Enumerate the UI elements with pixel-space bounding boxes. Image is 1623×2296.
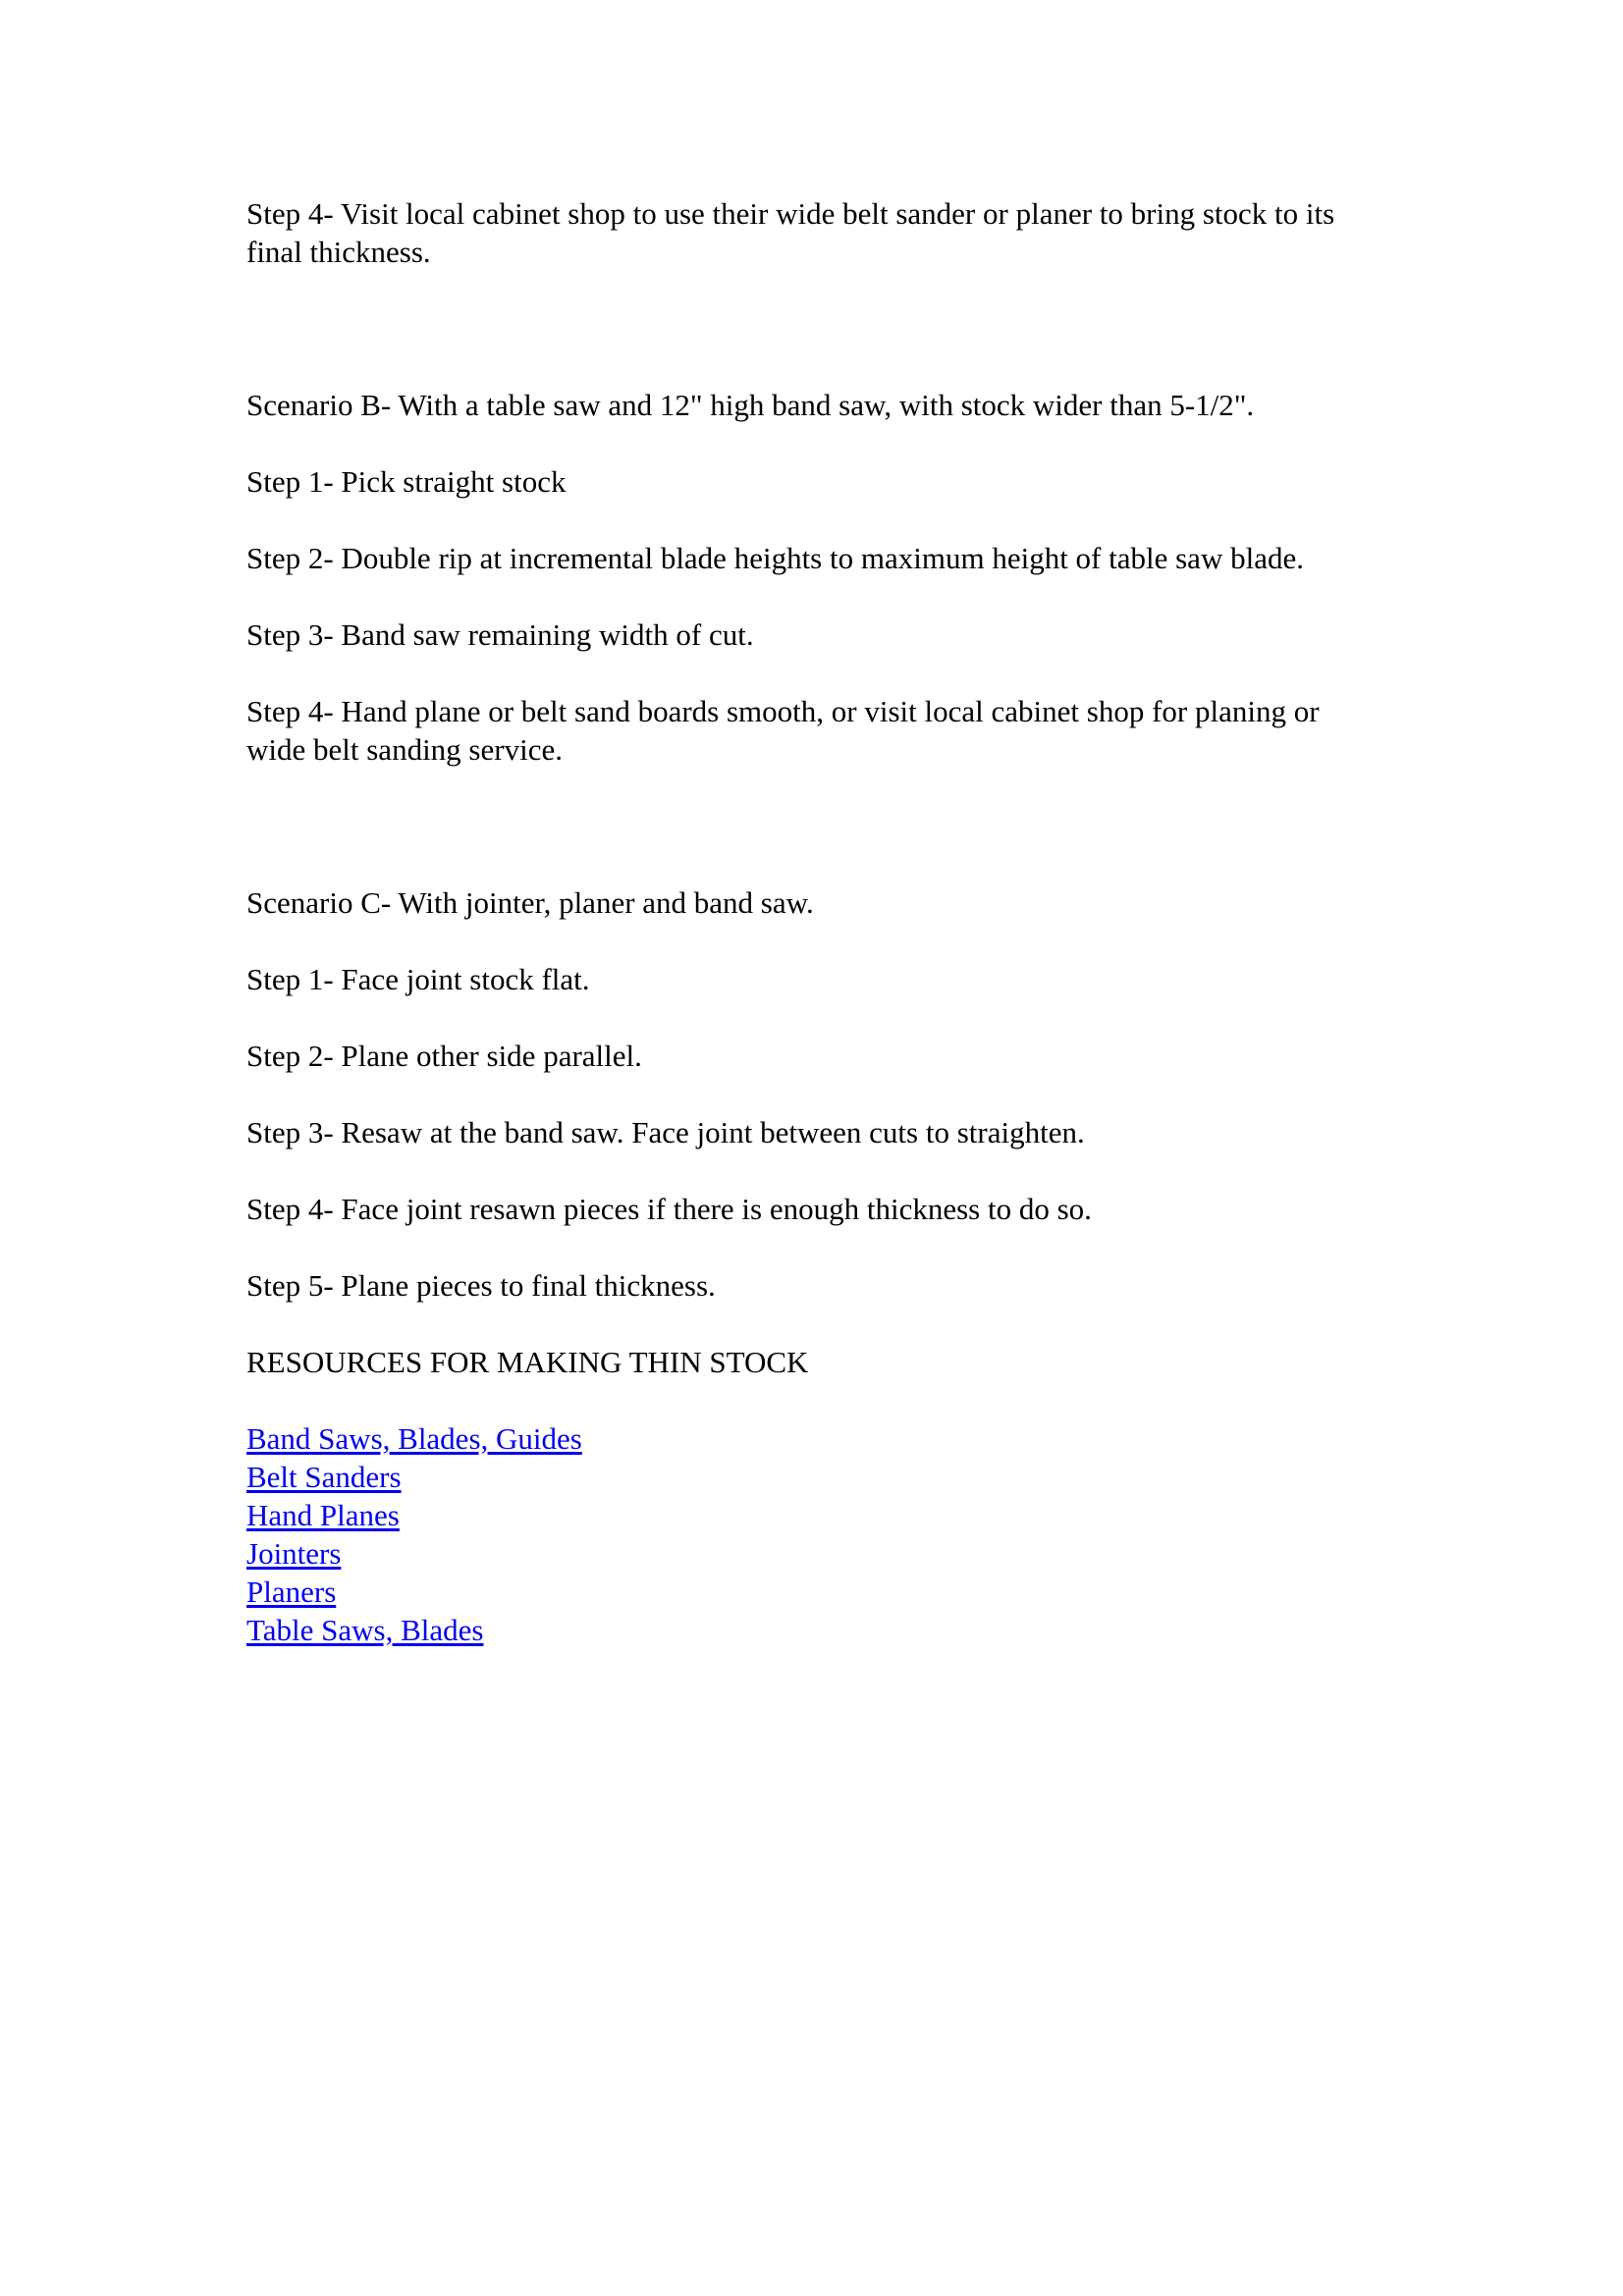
spacer [246,271,1385,386]
scenario-c-heading: Scenario C- With jointer, planer and band saw. [246,885,814,920]
scenario-b-step-2: Step 2- Double rip at incremental blade heights to maximum height of table saw blade. [246,541,1304,575]
scenario-c-step-2: Step 2- Plane other side parallel. [246,1039,642,1073]
link-band-saws-blades-guides[interactable]: Band Saws, Blades, Guides [246,1421,582,1456]
link-hand-planes[interactable]: Hand Planes [246,1498,400,1532]
scenario-b-step-3: Step 3- Band saw remaining width of cut. [246,617,754,652]
scenario-c-step-3: Step 3- Resaw at the band saw. Face joint between cuts to straighten. [246,1115,1085,1149]
scenario-a-step-4: Step 4- Visit local cabinet shop to use their wide belt sander or planer to bring stock to its final thickness. [246,196,1335,269]
document-body [246,194,1385,1649]
scenario-b-step-4: Step 4- Hand plane or belt sand boards smooth, or visit local cabinet shop for planing or wide belt sanding service. [246,694,1320,767]
scenario-b-step-1: Step 1- Pick straight stock [246,464,567,499]
spacer [246,769,1385,883]
link-planers[interactable]: Planers [246,1575,337,1609]
scenario-c-step-4: Step 4- Face joint resawn pieces if there is enough thickness to do so. [246,1192,1092,1226]
scenario-c-step-5: Step 5- Plane pieces to final thickness. [246,1268,716,1303]
link-belt-sanders[interactable]: Belt Sanders [246,1460,402,1494]
resources-link-list [246,1419,1385,1649]
resources-heading: RESOURCES FOR MAKING THIN STOCK [246,1345,809,1379]
scenario-c-step-1: Step 1- Face joint stock flat. [246,962,590,996]
link-table-saws-blades[interactable]: Table Saws, Blades [246,1613,484,1647]
scenario-b-heading: Scenario B- With a table saw and 12" high band saw, with stock wider than 5-1/2". [246,388,1255,422]
link-jointers[interactable]: Jointers [246,1536,342,1571]
